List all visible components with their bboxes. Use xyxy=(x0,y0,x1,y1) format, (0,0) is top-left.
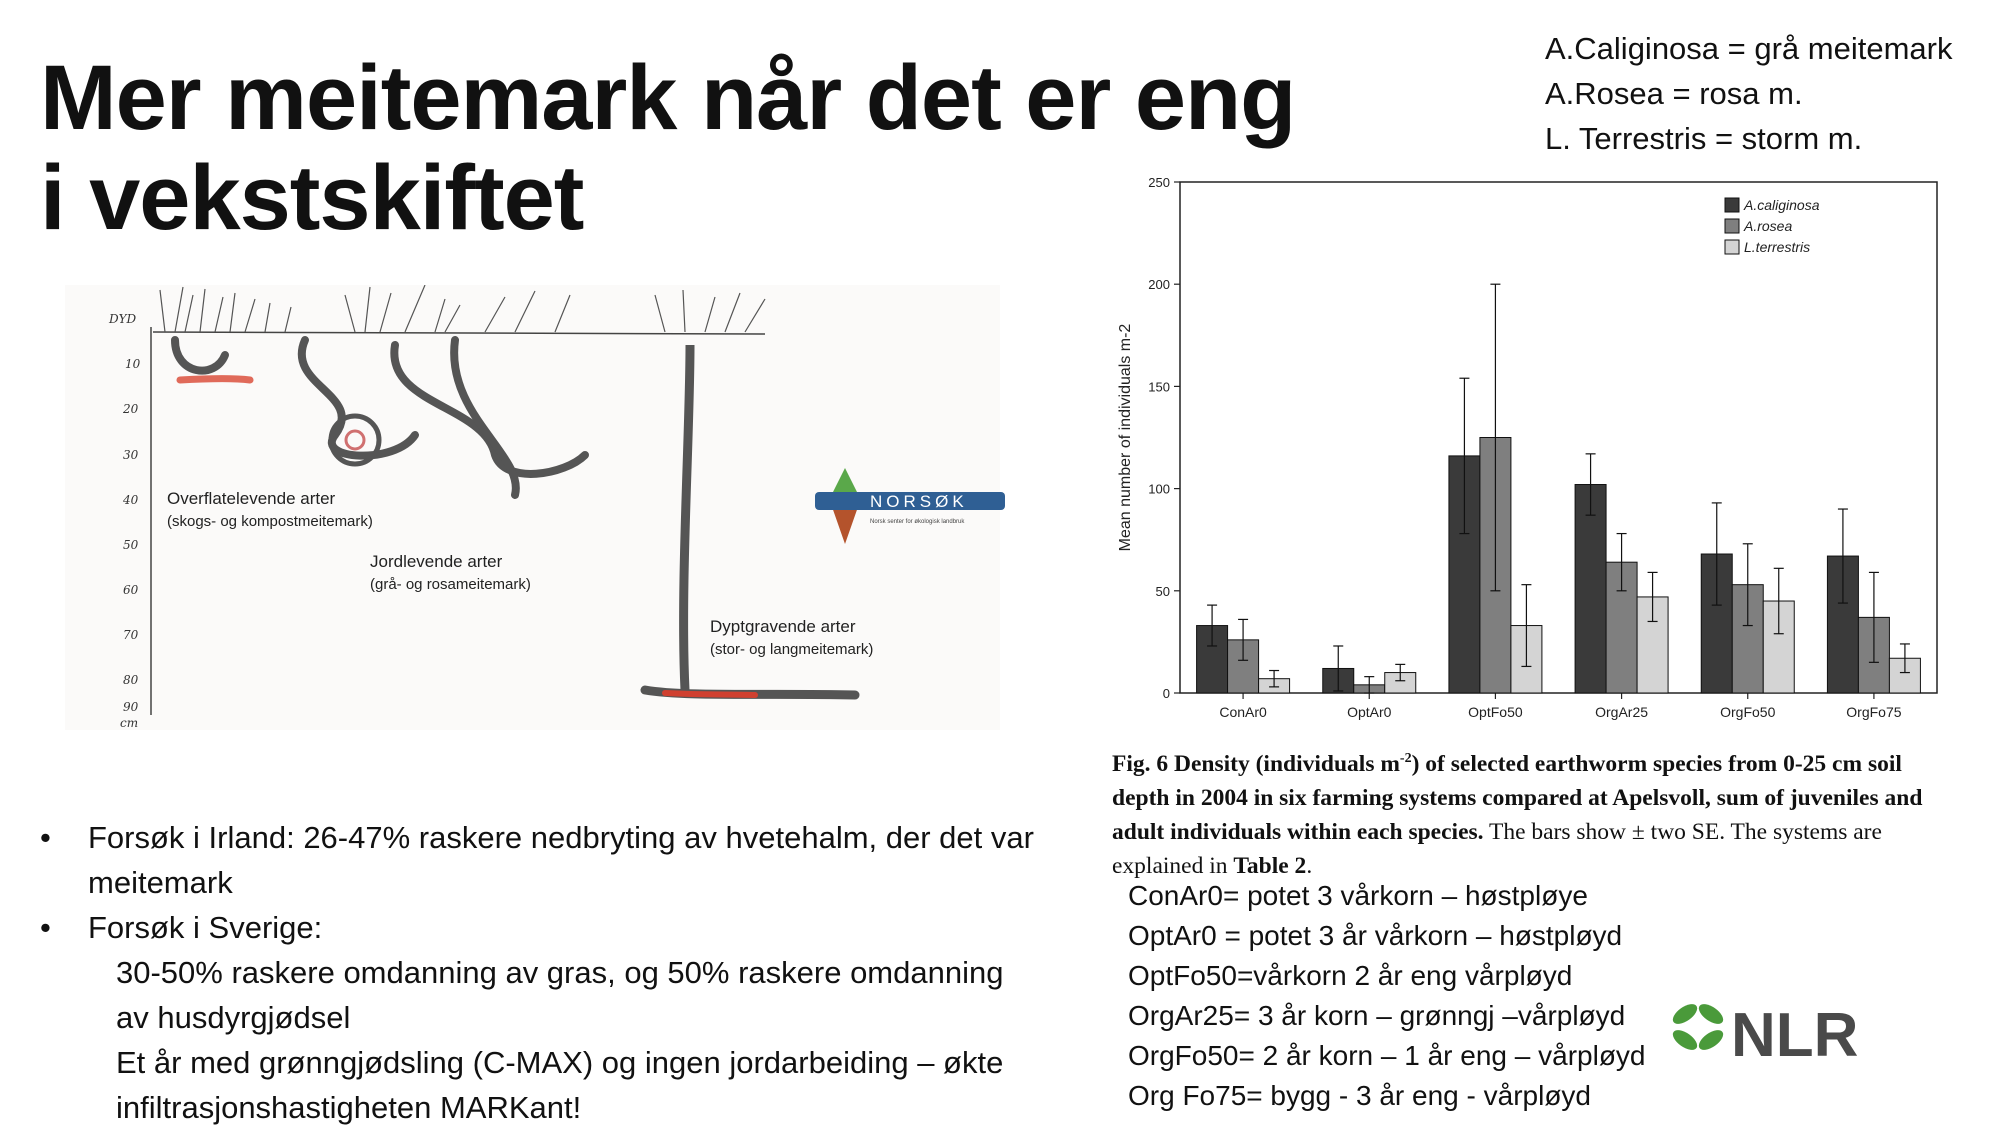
leaf-icon xyxy=(1696,1000,1727,1028)
legend-swatch xyxy=(1725,240,1739,254)
y-tick-label: 100 xyxy=(1148,481,1170,497)
leaf-icon xyxy=(1696,1026,1727,1054)
caption-sup: -2 xyxy=(1399,751,1412,766)
system-def: OrgFo50= 2 år korn – 1 år eng – vårpløyd xyxy=(1128,1040,1646,1071)
nlr-logo xyxy=(1665,998,1895,1068)
figure-caption xyxy=(1112,742,1952,883)
nlr-text: NLR xyxy=(1731,1001,1859,1068)
leaf-icon xyxy=(1670,1000,1701,1028)
worm-burrows xyxy=(175,340,585,495)
grass-plants xyxy=(160,285,765,332)
norsok-name: NORSØK xyxy=(870,492,968,511)
bullet-item: • Forsøk i Irland: 26-47% raskere nedbryting av hvetehalm, der det var meitemark xyxy=(40,815,1040,905)
leaf-icon xyxy=(1670,1026,1701,1054)
y-tick-label: 150 xyxy=(1148,379,1170,395)
ground-line xyxy=(153,332,765,334)
legend-swatch xyxy=(1725,219,1739,233)
caption-part2: ) of selected earthworm species from 0-25 cm soil depth in 2004 in six farming systems compared at Apelsvoll, sum of juveniles and adult individuals within each species. xyxy=(1112,750,1923,845)
depth-tick: 30 xyxy=(123,448,139,462)
system-def: OptAr0 = potet 3 år vårkorn – høstpløyd xyxy=(1128,920,1623,951)
caption-part4: Table 2 xyxy=(1233,852,1307,879)
bullet-subitem: 30-50% raskere omdanning av gras, og 50% raskere omdanning av husdyrgjødsel xyxy=(116,955,1004,1035)
depth-tick: 40 xyxy=(123,493,139,507)
norsok-sub: Norsk senter for økologisk landbruk xyxy=(870,519,965,525)
legend-label: L.terrestris xyxy=(1744,239,1811,255)
group2-title: Jordlevende arter xyxy=(370,552,503,571)
bullet-item: • Forsøk i Sverige: xyxy=(40,905,1040,950)
title-line-2: i vekstskiftet xyxy=(40,147,584,249)
x-tick-label: OrgAr25 xyxy=(1595,704,1649,720)
group3-title: Dyptgravende arter xyxy=(710,617,856,636)
bullet-subitem: Et år med grønngjødsling (C-MAX) og ingen jordarbeiding – økte infiltrasjonshastigheten MARKant! xyxy=(116,1045,1004,1125)
legend-label: A.rosea xyxy=(1744,218,1793,234)
species-legend xyxy=(1545,26,1952,161)
unit-label: cm xyxy=(120,716,139,730)
legend-label: A.caliginosa xyxy=(1744,197,1820,213)
system-def: ConAr0= potet 3 vårkorn – høstpløye xyxy=(1128,880,1588,911)
deep-worm xyxy=(665,693,755,695)
system-def: Org Fo75= bygg - 3 år eng - vårpløyd xyxy=(1128,1080,1591,1111)
depth-tick: 50 xyxy=(123,538,139,552)
depth-tick: 60 xyxy=(123,583,139,597)
depth-tick: 90 xyxy=(123,700,139,714)
depth-tick: 10 xyxy=(125,357,141,371)
species-legend-item: A.Rosea = rosa m. xyxy=(1545,76,1803,111)
y-tick-label: 50 xyxy=(1155,583,1170,599)
x-tick-label: OptFo50 xyxy=(1468,704,1523,720)
group2-subtitle: (grå- og rosameitemark) xyxy=(370,576,531,593)
group1-subtitle: (skogs- og kompostmeitemark) xyxy=(167,513,373,530)
system-def: OrgAr25= 3 år korn – grønngj –vårpløyd xyxy=(1128,1000,1626,1031)
plot-frame xyxy=(1180,182,1937,693)
y-tick-label: 250 xyxy=(1148,175,1170,190)
deep-burrow xyxy=(684,345,690,690)
group1-title: Overflatelevende arter xyxy=(167,489,336,508)
species-legend-item: L. Terrestris = storm m. xyxy=(1545,121,1863,156)
norsok-logo-mark xyxy=(815,468,1005,544)
norsok-logo xyxy=(815,468,1005,544)
x-tick-label: ConAr0 xyxy=(1219,704,1267,720)
surface-worm xyxy=(180,379,250,381)
depth-tick: 20 xyxy=(123,402,139,416)
y-axis-label: Mean number of individuals m-2 xyxy=(1117,323,1134,552)
caption-part3: The bars show ± two SE. The systems are explained in xyxy=(1112,818,1882,879)
bullet-list xyxy=(40,815,1040,1130)
bar xyxy=(1575,485,1606,693)
slide-title xyxy=(40,48,1295,248)
caption-part5: . xyxy=(1306,852,1313,879)
depth-tick: 80 xyxy=(123,673,139,687)
x-tick-label: OrgFo75 xyxy=(1846,704,1902,720)
bar-chart-svg xyxy=(1110,170,1950,730)
title-line-1: Mer meitemark når det er eng xyxy=(40,47,1296,149)
group3-subtitle: (stor- og langmeitemark) xyxy=(710,641,874,658)
density-chart xyxy=(1110,170,1950,730)
x-tick-label: OptAr0 xyxy=(1347,704,1392,720)
depth-label: DYD xyxy=(109,312,137,326)
y-tick-label: 0 xyxy=(1162,686,1170,701)
depth-tick: 70 xyxy=(123,628,139,642)
system-def: OptFo50=vårkorn 2 år eng vårpløyd xyxy=(1128,960,1573,991)
y-tick-label: 200 xyxy=(1148,277,1170,293)
nlr-logo-mark xyxy=(1665,998,1895,1068)
system-definitions xyxy=(1128,876,1646,1116)
legend-swatch xyxy=(1725,198,1739,212)
species-legend-item: A.Caliginosa = grå meitemark xyxy=(1545,31,1953,66)
x-tick-label: OrgFo50 xyxy=(1720,704,1776,720)
caption-part1: Fig. 6 Density (individuals m xyxy=(1112,750,1400,777)
